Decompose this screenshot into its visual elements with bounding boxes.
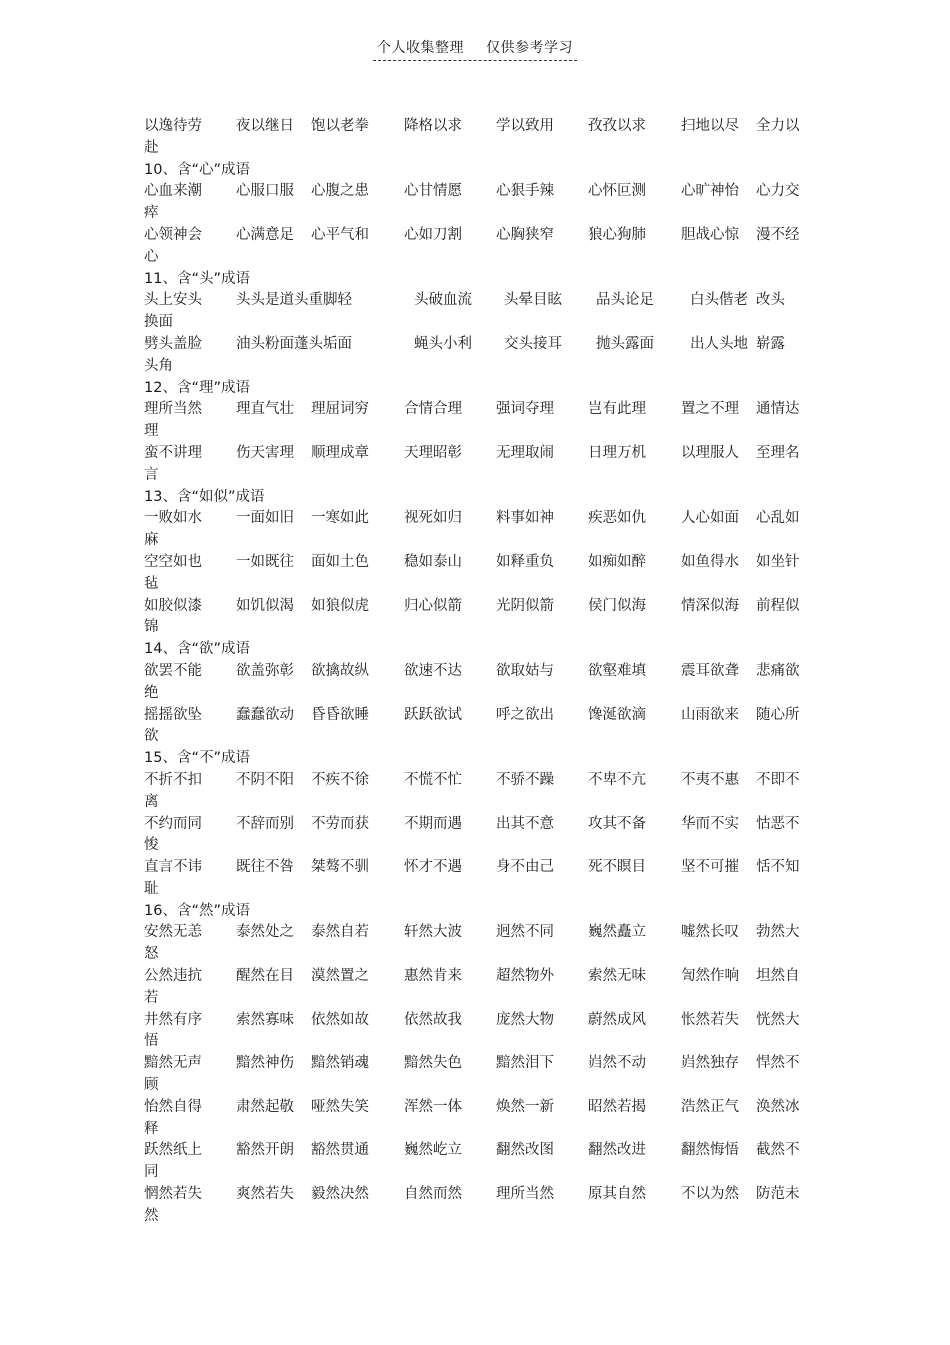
idiom-list [144, 116, 824, 1228]
idiom: 料事如神 [496, 510, 554, 527]
idiom: 漫不经 [756, 226, 800, 243]
idiom: 毅然决然 [311, 1186, 369, 1203]
idiom: 理屈词穷 [311, 401, 369, 418]
idiom-row [144, 835, 824, 857]
idiom: 安然无恙 [144, 924, 202, 941]
idiom: 离 [144, 793, 159, 810]
idiom: 换面 [144, 314, 173, 331]
idiom: 昭然若揭 [588, 1098, 646, 1115]
idiom-row [144, 770, 824, 792]
idiom: 豁然贯通 [311, 1142, 369, 1159]
idiom: 光阴似箭 [496, 597, 554, 614]
idiom: 不劳而获 [311, 815, 369, 832]
section-heading-text: 10、含“心”成语 [144, 161, 250, 178]
idiom: 交头接耳 [504, 335, 562, 352]
idiom-row [144, 312, 824, 334]
idiom: 心腹之患 [311, 183, 369, 200]
idiom: 油头粉面 [236, 335, 294, 352]
idiom: 翻然悔悟 [681, 1142, 739, 1159]
idiom: 怀才不遇 [404, 859, 462, 876]
idiom: 改头 [756, 292, 785, 309]
idiom: 訇然作响 [681, 968, 739, 985]
idiom: 抛头露面 [596, 335, 654, 352]
section-heading-text: 13、含“如似”成语 [144, 488, 265, 505]
idiom-row [144, 443, 824, 465]
idiom: 扫地以尽 [681, 118, 739, 134]
idiom: 强词夺理 [496, 401, 554, 418]
idiom: 超然物外 [496, 968, 554, 985]
idiom: 巍然矗立 [588, 924, 646, 941]
idiom: 然 [144, 1207, 159, 1224]
idiom-row [144, 465, 824, 487]
idiom: 自然而然 [404, 1186, 462, 1203]
idiom: 摇摇欲坠 [144, 706, 202, 723]
idiom: 顾 [144, 1077, 159, 1094]
idiom: 欲速不达 [404, 662, 462, 679]
idiom: 白头偕老 [690, 292, 748, 309]
section-heading [144, 378, 824, 400]
idiom: 品头论足 [596, 292, 654, 309]
idiom: 既往不咎 [236, 859, 294, 876]
idiom: 以逸待劳 [144, 118, 202, 134]
idiom-row [144, 705, 824, 727]
idiom: 嘘然长叹 [681, 924, 739, 941]
idiom: 依然故我 [404, 1011, 462, 1028]
section-heading [144, 901, 824, 923]
idiom-row [144, 508, 824, 530]
idiom: 人心如面 [681, 510, 739, 527]
idiom: 呼之欲出 [496, 706, 554, 723]
idiom: 理所当然 [144, 401, 202, 418]
idiom: 心怀叵测 [588, 183, 646, 200]
idiom: 欲 [144, 728, 159, 745]
idiom: 置之不理 [681, 401, 739, 418]
idiom: 狼心狗肺 [588, 226, 646, 243]
idiom: 视死如归 [404, 510, 462, 527]
idiom: 身不由己 [496, 859, 554, 876]
idiom: 劈头盖脸 [144, 335, 202, 352]
idiom: 绝 [144, 684, 159, 701]
idiom: 蛮不讲理 [144, 444, 202, 461]
idiom: 山雨欲来 [681, 706, 739, 723]
idiom-row [144, 1140, 824, 1162]
idiom: 翻然改图 [496, 1142, 554, 1159]
idiom: 不骄不躁 [496, 771, 554, 788]
idiom: 岿然独存 [681, 1055, 739, 1072]
idiom: 前程似 [756, 597, 800, 614]
idiom: 头晕目眩 [504, 292, 562, 309]
idiom: 释 [144, 1120, 159, 1137]
idiom: 心如刀割 [404, 226, 462, 243]
idiom: 理所当然 [496, 1186, 554, 1203]
idiom: 如饥似渴 [236, 597, 294, 614]
idiom-row [144, 1184, 824, 1206]
idiom: 不期而遇 [404, 815, 462, 832]
idiom-row [144, 552, 824, 574]
idiom: 赴 [144, 139, 159, 156]
section-heading [144, 487, 824, 509]
idiom: 不折不扣 [144, 771, 202, 788]
idiom-row [144, 356, 824, 378]
idiom-row [144, 574, 824, 596]
idiom: 饱以老拳 [311, 118, 369, 134]
idiom: 死不瞑目 [588, 859, 646, 876]
idiom: 不即不 [756, 771, 800, 788]
idiom-row [144, 596, 824, 618]
section-heading-text: 15、含“不”成语 [144, 750, 250, 767]
section-heading-text: 16、含“然”成语 [144, 902, 250, 919]
idiom: 泰然自若 [311, 924, 369, 941]
idiom: 随心所 [756, 706, 800, 723]
idiom: 不约而同 [144, 815, 202, 832]
idiom: 索然无味 [588, 968, 646, 985]
idiom: 通情达 [756, 401, 800, 418]
idiom: 崭露 [756, 335, 785, 352]
idiom-row [144, 966, 824, 988]
idiom-row [144, 138, 824, 160]
idiom: 蝇头小利 [414, 335, 472, 352]
idiom: 无理取闹 [496, 444, 554, 461]
idiom-row [144, 683, 824, 705]
idiom: 降格以求 [404, 118, 462, 134]
idiom: 一败如水 [144, 510, 202, 527]
idiom: 蔚然成风 [588, 1011, 646, 1028]
idiom: 夜以继日 [236, 118, 294, 134]
idiom: 怙恶不 [756, 815, 800, 832]
idiom: 泰然处之 [236, 924, 294, 941]
idiom-row [144, 922, 824, 944]
idiom: 麻 [144, 532, 159, 549]
idiom: 昏昏欲睡 [311, 706, 369, 723]
idiom: 惘然若失 [144, 1186, 202, 1203]
idiom: 面如土色 [311, 553, 369, 570]
idiom: 一如既往 [236, 553, 294, 570]
idiom: 黯然无声 [144, 1055, 202, 1072]
idiom: 翻然改进 [588, 1142, 646, 1159]
idiom: 锦 [144, 619, 159, 636]
idiom: 心 [144, 248, 159, 265]
idiom: 稳如泰山 [404, 553, 462, 570]
section-heading-text: 12、含“理”成语 [144, 379, 250, 396]
idiom: 心旷神怡 [681, 183, 739, 200]
idiom: 欲盖弥彰 [236, 662, 294, 679]
idiom: 空空如也 [144, 553, 202, 570]
idiom-row [144, 879, 824, 901]
idiom: 漠然置之 [311, 968, 369, 985]
idiom: 至理名 [756, 444, 800, 461]
idiom: 以理服人 [681, 444, 739, 461]
idiom-row [144, 1031, 824, 1053]
idiom: 井然有序 [144, 1011, 202, 1028]
idiom: 涣然冰 [756, 1098, 800, 1115]
idiom: 馋涎欲滴 [588, 706, 646, 723]
idiom: 浩然正气 [681, 1098, 739, 1115]
idiom-row [144, 988, 824, 1010]
idiom-row [144, 1075, 824, 1097]
idiom: 理 [144, 423, 159, 440]
idiom: 肃然起敬 [236, 1098, 294, 1115]
idiom: 若 [144, 989, 159, 1006]
idiom: 黯然失色 [404, 1055, 462, 1072]
idiom: 巍然屹立 [404, 1142, 462, 1159]
idiom: 疾恶如仇 [588, 510, 646, 527]
idiom: 学以致用 [496, 118, 554, 134]
idiom: 悲痛欲 [756, 662, 800, 679]
idiom: 黯然神伤 [236, 1055, 294, 1072]
idiom: 心甘情愿 [404, 183, 462, 200]
idiom: 心血来潮 [144, 183, 202, 200]
idiom: 怡然自得 [144, 1098, 202, 1115]
page-header [0, 38, 950, 61]
idiom: 蓬头垢面 [294, 335, 352, 352]
idiom-row [144, 203, 824, 225]
idiom: 心力交 [756, 183, 800, 200]
idiom: 日理万机 [588, 444, 646, 461]
idiom: 情深似海 [681, 597, 739, 614]
idiom-row [144, 1119, 824, 1141]
idiom: 依然如故 [311, 1011, 369, 1028]
idiom: 黯然销魂 [311, 1055, 369, 1072]
idiom: 悟 [144, 1033, 159, 1050]
idiom: 华而不实 [681, 815, 739, 832]
idiom-row [144, 1010, 824, 1032]
idiom: 瘁 [144, 205, 159, 222]
idiom: 惠然肯来 [404, 968, 462, 985]
section-heading [144, 748, 824, 770]
idiom: 如痴如醉 [588, 553, 646, 570]
idiom: 同 [144, 1164, 159, 1181]
idiom: 直言不讳 [144, 859, 202, 876]
idiom: 出人头地 [690, 335, 748, 352]
idiom: 心乱如 [756, 510, 800, 527]
idiom: 理直气壮 [236, 401, 294, 418]
idiom: 心领神会 [144, 226, 202, 243]
idiom: 不阴不阳 [236, 771, 294, 788]
idiom: 如狼似虎 [311, 597, 369, 614]
idiom-row [144, 1162, 824, 1184]
idiom: 胆战心惊 [681, 226, 739, 243]
idiom: 侯门似海 [588, 597, 646, 614]
idiom: 截然不 [756, 1142, 800, 1159]
idiom-row [144, 116, 824, 138]
idiom: 庞然大物 [496, 1011, 554, 1028]
idiom: 悛 [144, 837, 159, 854]
idiom: 桀骜不驯 [311, 859, 369, 876]
idiom-row [144, 399, 824, 421]
idiom-row [144, 661, 824, 683]
idiom: 欲擒故纵 [311, 662, 369, 679]
idiom-row [144, 247, 824, 269]
idiom-row [144, 290, 824, 312]
idiom: 爽然若失 [236, 1186, 294, 1203]
idiom: 头角 [144, 357, 173, 374]
idiom-row [144, 1097, 824, 1119]
idiom: 攻其不备 [588, 815, 646, 832]
idiom: 心胸狭窄 [496, 226, 554, 243]
idiom: 合情合理 [404, 401, 462, 418]
idiom: 不辞而别 [236, 815, 294, 832]
idiom-row [144, 421, 824, 443]
idiom: 怅然若失 [681, 1011, 739, 1028]
section-heading [144, 269, 824, 291]
idiom: 孜孜以求 [588, 118, 646, 134]
idiom: 不卑不亢 [588, 771, 646, 788]
idiom: 心平气和 [311, 226, 369, 243]
idiom: 震耳欲聋 [681, 662, 739, 679]
idiom: 头头是道 [236, 292, 294, 309]
idiom: 防范未 [756, 1186, 800, 1203]
idiom-row [144, 1206, 824, 1228]
idiom: 出其不意 [496, 815, 554, 832]
idiom-row [144, 617, 824, 639]
idiom-row [144, 225, 824, 247]
idiom: 索然寡味 [236, 1011, 294, 1028]
header-left: 个人收集整理 [377, 40, 464, 56]
idiom: 心狠手辣 [496, 183, 554, 200]
idiom-row [144, 334, 824, 356]
section-heading [144, 639, 824, 661]
idiom: 焕然一新 [496, 1098, 554, 1115]
idiom: 头破血流 [414, 292, 472, 309]
section-heading-text: 14、含“欲”成语 [144, 641, 250, 658]
idiom: 原其自然 [588, 1186, 646, 1203]
idiom: 浑然一体 [404, 1098, 462, 1115]
idiom-row [144, 530, 824, 552]
idiom: 天理昭彰 [404, 444, 462, 461]
idiom: 迥然不同 [496, 924, 554, 941]
idiom: 恍然大 [756, 1011, 800, 1028]
idiom: 不疾不徐 [311, 771, 369, 788]
idiom: 岿然不动 [588, 1055, 646, 1072]
idiom: 头上安头 [144, 292, 202, 309]
idiom: 恬不知 [756, 859, 800, 876]
idiom: 岂有此理 [588, 401, 646, 418]
idiom: 一寒如此 [311, 510, 369, 527]
idiom: 跃然纸上 [144, 1142, 202, 1159]
idiom: 耻 [144, 880, 159, 897]
idiom: 公然违抗 [144, 968, 202, 985]
idiom: 不夷不惠 [681, 771, 739, 788]
header-text [373, 38, 577, 61]
idiom: 不以为然 [681, 1186, 739, 1203]
idiom: 豁然开朗 [236, 1142, 294, 1159]
idiom: 坚不可摧 [681, 859, 739, 876]
idiom-row [144, 857, 824, 879]
idiom: 轩然大波 [404, 924, 462, 941]
idiom: 哑然失笑 [311, 1098, 369, 1115]
idiom-row [144, 944, 824, 966]
idiom: 毡 [144, 575, 159, 592]
idiom: 伤天害理 [236, 444, 294, 461]
idiom: 顺理成章 [311, 444, 369, 461]
idiom: 如鱼得水 [681, 553, 739, 570]
idiom: 如坐针 [756, 553, 800, 570]
idiom-row [144, 792, 824, 814]
idiom: 头重脚轻 [294, 292, 352, 309]
idiom-row [144, 814, 824, 836]
section-heading [144, 160, 824, 182]
idiom: 言 [144, 466, 159, 483]
idiom-row [144, 1053, 824, 1075]
idiom: 欲壑难填 [588, 662, 646, 679]
idiom: 蠢蠢欲动 [236, 706, 294, 723]
idiom: 如释重负 [496, 553, 554, 570]
idiom: 跃跃欲试 [404, 706, 462, 723]
idiom: 归心似箭 [404, 597, 462, 614]
idiom: 欲罢不能 [144, 662, 202, 679]
idiom: 全力以 [756, 118, 800, 134]
idiom-row [144, 181, 824, 203]
idiom: 心满意足 [236, 226, 294, 243]
idiom: 心服口服 [236, 183, 294, 200]
idiom: 勃然大 [756, 924, 800, 941]
idiom: 不慌不忙 [404, 771, 462, 788]
idiom: 悍然不 [756, 1055, 800, 1072]
idiom: 一面如旧 [236, 510, 294, 527]
idiom: 坦然自 [756, 968, 800, 985]
idiom: 醒然在目 [236, 968, 294, 985]
idiom: 欲取姑与 [496, 662, 554, 679]
idiom-row [144, 726, 824, 748]
idiom: 黯然泪下 [496, 1055, 554, 1072]
idiom: 怒 [144, 946, 159, 963]
header-right: 仅供参考学习 [486, 40, 573, 56]
idiom: 如胶似漆 [144, 597, 202, 614]
section-heading-text: 11、含“头”成语 [144, 270, 250, 287]
